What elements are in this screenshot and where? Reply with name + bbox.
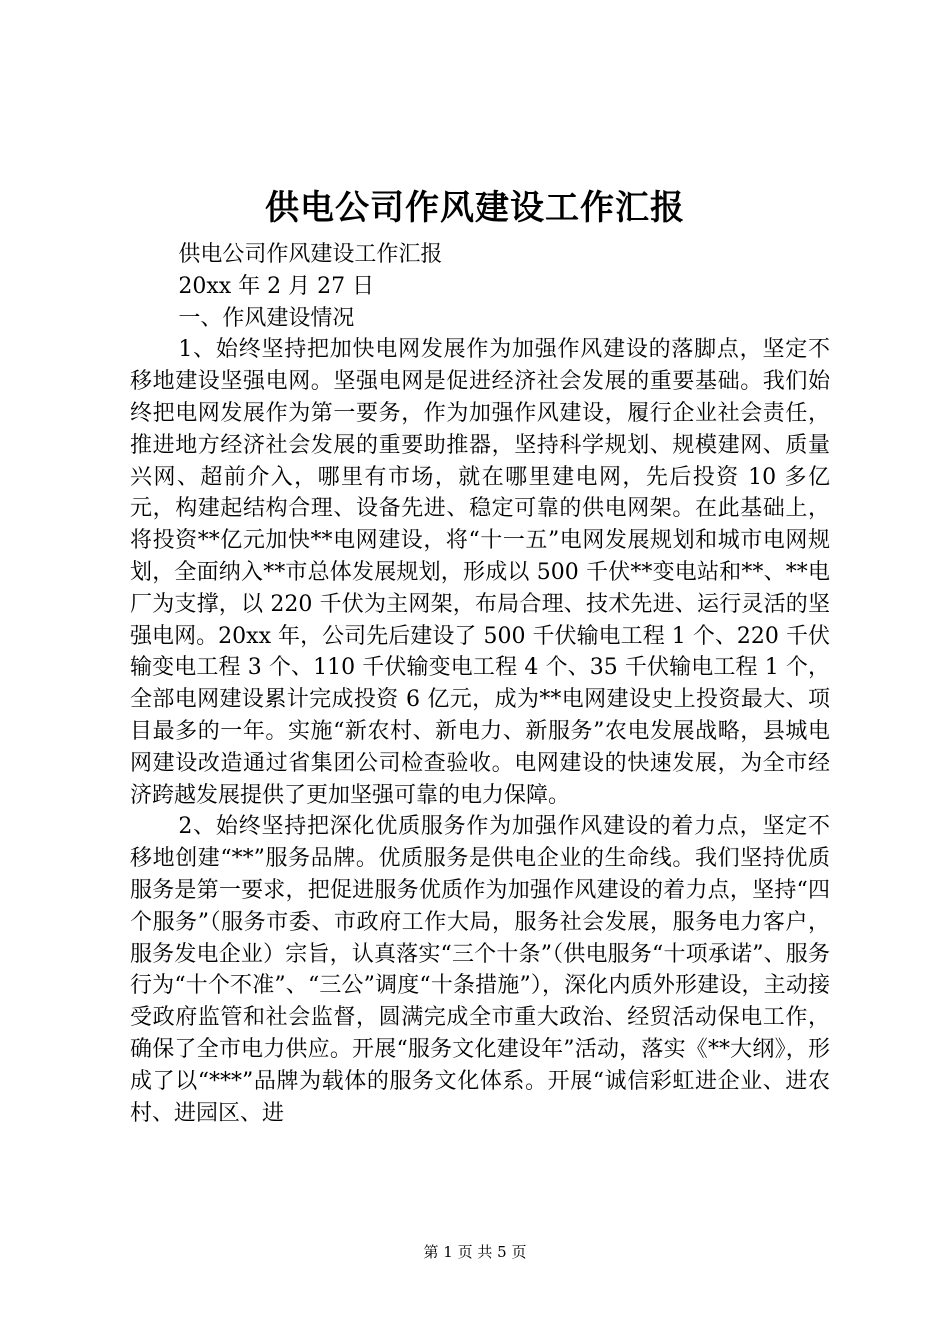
paragraph-1: 1、始终坚持把加快电网发展作为加强作风建设的落脚点，坚定不移地建设坚强电网。坚强电网是促进经济社会发展的重要基础。我们始终把电网发展作为第一要务，作为加强作风建设，履行企业社会责任，推进地方经济社会发展的重要助推器，坚持科学规划、规模建网、质量兴网、超前介入，哪里有市场，就在哪里建电网，先后投资 10 多亿元，构建起结构合理、设备先进、稳定可靠的供电网架。在此基础上，将投资**亿元加快**电网建设，将“十一五”电网发展规划和城市电网规划，全面纳入**市总体发展规划，形成以 500 千伏**变电站和**、**电厂为支撑，以 220 千伏为主网架，布局合理、技术先进、运行灵活的坚强电网。20xx 年，公司先后建设了 500 千伏输电工程 1 个、220 千伏输变电工程 3 个、110 千伏输变电工程 4 个、35 千伏输电工程 1 个，全部电网建设累计完成投资 6 亿元，成为**电网建设史上投资最大、项目最多的一年。实施“新农村、新电力、新服务”农电发展战略，县城电网建设改造通过省集团公司检查验收。电网建设的快速发展，为全市经济跨越发展提供了更加坚强可靠的电力保障。 bbox=[130, 337, 830, 808]
subtitle-line: 供电公司作风建设工作汇报 bbox=[178, 242, 443, 267]
page-footer: 第 1 页 共 5 页 bbox=[423, 1243, 527, 1261]
paragraph-2: 2、始终坚持把深化优质服务作为加强作风建设的着力点，坚定不移地创建“**”服务品牌。优质服务是供电企业的生命线。我们坚持优质服务是第一要求，把促进服务优质作为加强作风建设的着力点，坚持“四个服务”（服务市委、市政府工作大局，服务社会发展，服务电力客户，服务发电企业）宗旨，认真落实“三个十条”（供电服务“十项承诺”、服务行为“十个不准”、“三公”调度“十条措施”），深化内质外形建设，主动接受政府监管和社会监督，圆满完成全市重大政治、经贸活动保电工作，确保了全市电力供应。开展“服务文化建设年”活动，落实《**大纲》，形成了以“***”品牌为载体的服务文化体系。开展“诚信彩虹进企业、进农村、进园区、进 bbox=[130, 814, 830, 1126]
date-line: 20xx 年 2 月 27 日 bbox=[178, 273, 375, 299]
document-body bbox=[130, 239, 830, 1129]
document-title: 供电公司作风建设工作汇报 bbox=[265, 188, 685, 228]
section-heading: 一、作风建设情况 bbox=[178, 305, 355, 331]
